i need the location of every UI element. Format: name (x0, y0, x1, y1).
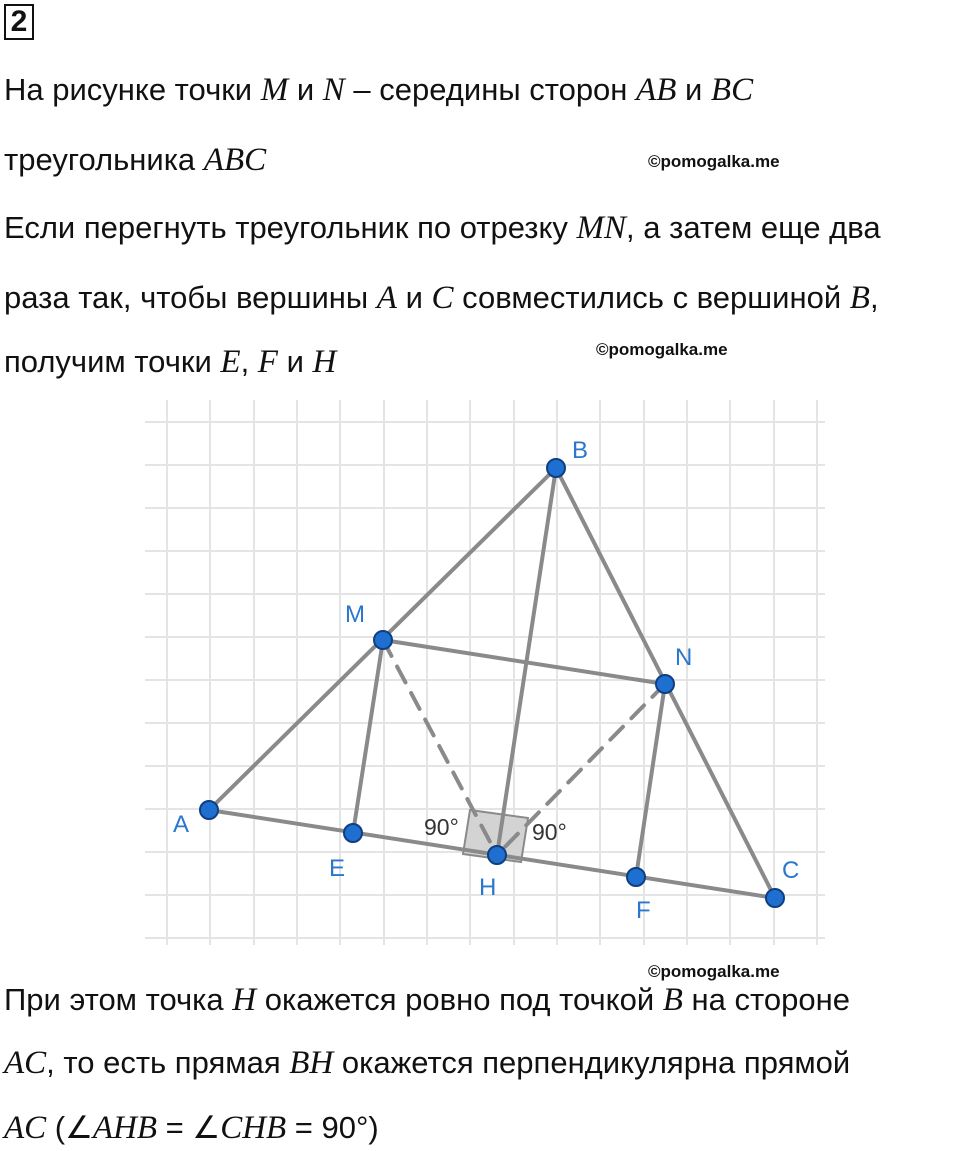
intro-line-2: треугольника ABC (4, 142, 267, 178)
grid (145, 400, 825, 945)
conclusion-line-3: AC (∠AHB = ∠CHB = 90°) (4, 1110, 379, 1146)
watermark: ©pomogalka.me (648, 962, 780, 981)
conclusion-line-2: AC, то есть прямая BH окажется перпендикулярна прямой (4, 1045, 851, 1081)
point-N (656, 675, 674, 693)
point-B (547, 459, 565, 477)
point-C (766, 889, 784, 907)
label-H: H (479, 874, 497, 901)
label-C: C (782, 857, 800, 884)
label-F: F (636, 897, 651, 924)
point-A (200, 801, 218, 819)
segment-ME (353, 640, 383, 833)
point-F (627, 868, 645, 886)
intro-line-5: получим точки E, F и H (4, 344, 337, 380)
point-H (488, 846, 506, 864)
intro-line-4: раза так, чтобы вершины A и C совместились с вершиной B, (4, 280, 879, 316)
label-A: A (173, 811, 190, 838)
angle-label-right: 90° (532, 819, 567, 845)
segment-NF (636, 684, 665, 877)
label-B: B (572, 437, 589, 464)
point-M (374, 631, 392, 649)
intro-line-1: На рисунке точки M и N – середины сторон AB и BC (4, 72, 754, 108)
label-N: N (675, 644, 693, 671)
label-M: M (345, 601, 365, 628)
watermark: ©pomogalka.me (648, 152, 780, 171)
segment-BH (497, 468, 556, 855)
label-E: E (329, 855, 346, 882)
watermark: ©pomogalka.me (596, 340, 728, 359)
intro-line-3: Если перегнуть треугольник по отрезку MN, а затем еще два (4, 210, 881, 246)
point-E (344, 824, 362, 842)
task-number: 2 (4, 4, 34, 40)
conclusion-line-1: При этом точка H окажется ровно под точкой B на стороне (4, 982, 850, 1018)
angle-label-left: 90° (424, 814, 459, 840)
